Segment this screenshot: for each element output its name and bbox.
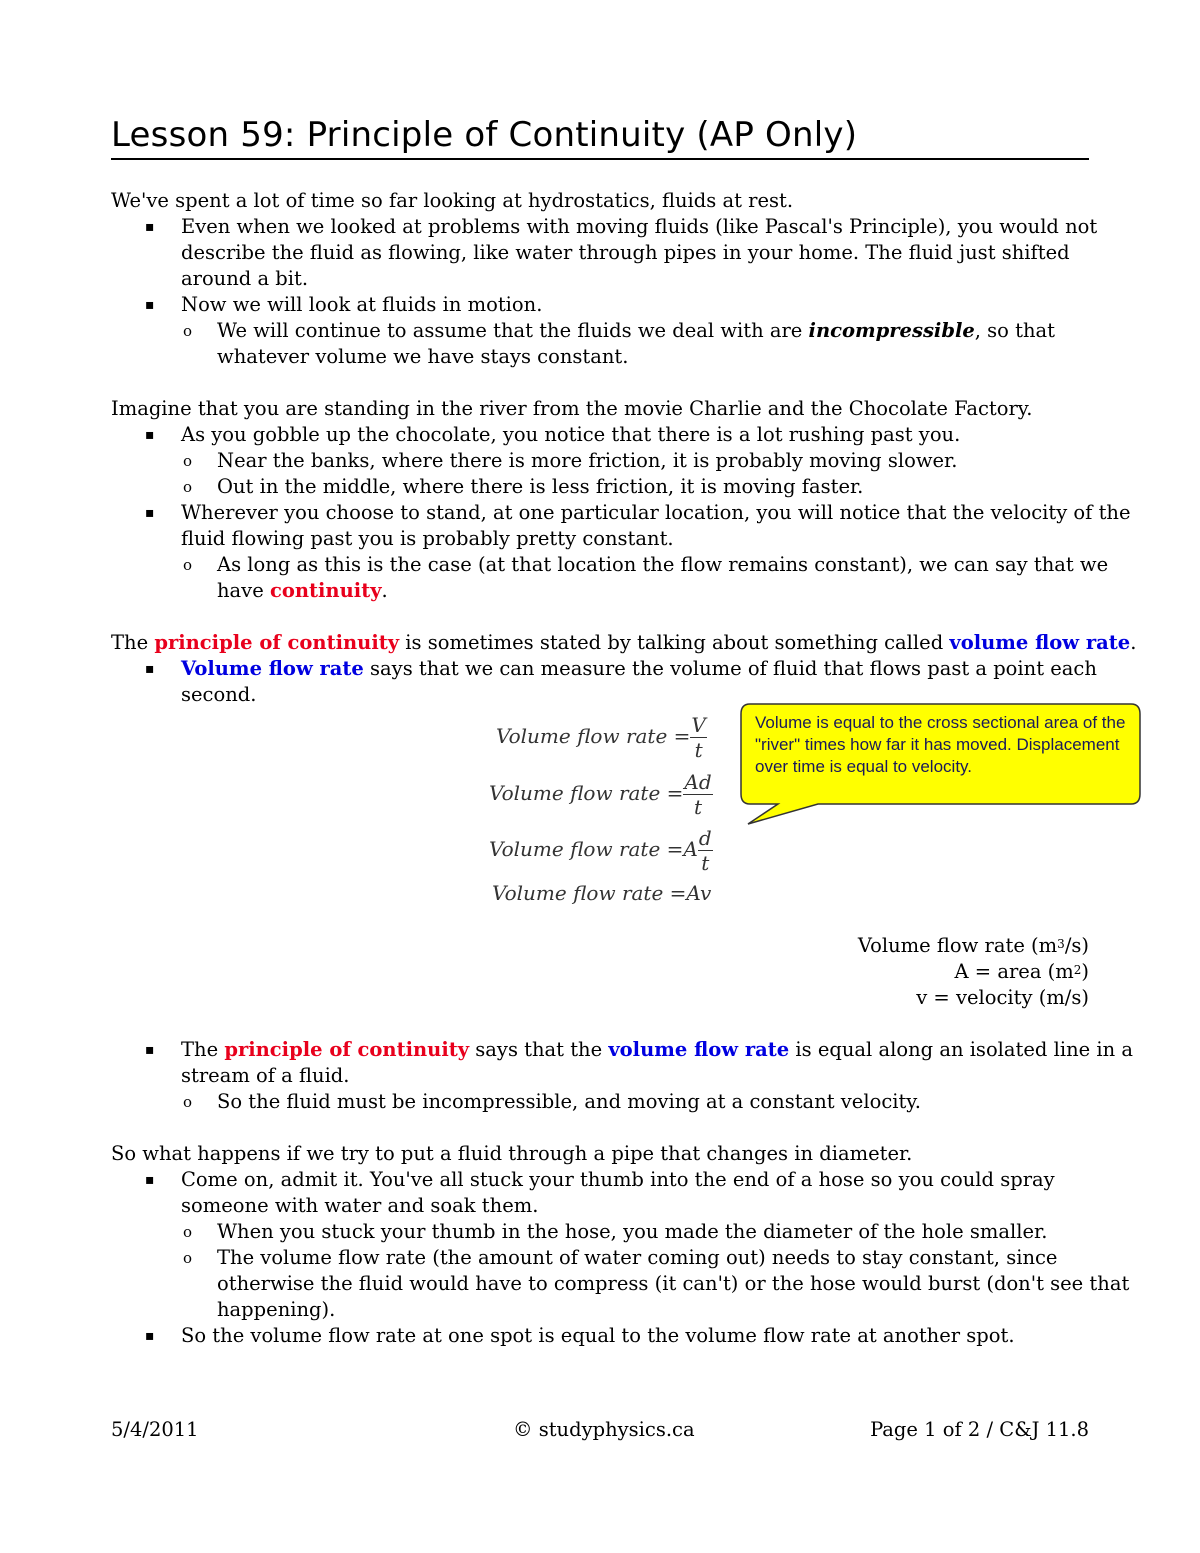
key-term-principle-of-continuity: principle of continuity — [224, 1038, 470, 1061]
key-term-volume-flow-rate: volume flow rate — [608, 1038, 790, 1061]
unit-volume-flow-rate: Volume flow rate $(m^3/s)$ — [857, 934, 1089, 957]
bullet-continuation: stream of a fluid. — [181, 1064, 350, 1087]
equation-2: Volume flow rate = $\frac{Ad}{t}$ — [489, 770, 712, 819]
callout-text: Volume is equal to the cross sectional area of the "river" times how far it has moved. Displacement over time is equal to velocity. — [755, 713, 1126, 776]
paragraph: The principle of continuity is sometimes stated by talking about something called volume flow rate. — [111, 631, 1137, 654]
bullet-item: ▪ Volume flow rate says that we can measure the volume of fluid that flows past a point each — [145, 657, 1097, 680]
sub-bullet-item: o Near the banks, where there is more friction, it is probably moving slower. — [183, 449, 958, 472]
page-title: Lesson 59: Principle of Continuity (AP Only) — [111, 112, 1089, 160]
footer-date: 5/4/2011 — [111, 1418, 199, 1441]
bullet-continuation: describe the fluid as flowing, like water through pipes in your home. The fluid just shifted — [181, 241, 1070, 264]
fraction: $\frac{V}{t}$ — [691, 713, 706, 762]
bullet-continuation: fluid flowing past you is probably pretty constant. — [181, 527, 674, 550]
paragraph: So what happens if we try to put a fluid through a pipe that changes in diameter. — [111, 1142, 913, 1165]
bullet-item: ▪ So the volume flow rate at one spot is equal to the volume flow rate at another spot. — [145, 1324, 1015, 1347]
bullet-continuation: second. — [181, 683, 257, 706]
key-term-principle-of-continuity: principle of continuity — [154, 631, 400, 654]
sub-bullet-continuation: whatever volume we have stays constant. — [217, 345, 629, 368]
sub-bullet-continuation: otherwise the fluid would have to compress (it can't) or the hose would burst (don't see that — [217, 1272, 1130, 1295]
sub-bullet-item: o The volume flow rate (the amount of water coming out) needs to stay constant, since — [183, 1246, 1058, 1269]
paragraph: We've spent a lot of time so far looking at hydrostatics, fluids at rest. — [111, 189, 794, 212]
sub-bullet-item: o When you stuck your thumb in the hose, you made the diameter of the hole smaller. — [183, 1220, 1048, 1243]
section-volume-flow-rate — [111, 630, 1137, 708]
equation-4: Volume flow rate =Av — [492, 881, 712, 905]
sub-bullet-continuation: have continuity. — [217, 579, 388, 602]
equation-1: Volume flow rate = $\frac{V}{t}$ — [496, 713, 706, 762]
bullet-item: ▪ As you gobble up the chocolate, you notice that there is a lot rushing past you. — [145, 423, 961, 446]
bullet-item: ▪ Come on, admit it. You've all stuck your thumb into the end of a hose so you could spray — [145, 1168, 1055, 1191]
fraction: $\frac{Ad}{t}$ — [684, 770, 712, 819]
units-legend — [858, 933, 1089, 1011]
unit-velocity: v = velocity (m/s) — [916, 986, 1089, 1009]
sub-bullet-continuation: happening). — [217, 1298, 336, 1321]
footer-page-number: Page 1 of 2 / C&J 11.8 — [870, 1418, 1089, 1441]
equation-3: Volume flow rate =A $\frac{d}{t}$ — [489, 826, 712, 875]
key-term-continuity: continuity — [269, 579, 382, 602]
bullet-continuation: someone with water and soak them. — [181, 1194, 539, 1217]
sub-bullet-item: o We will continue to assume that the fluids we deal with are incompressible, so that — [183, 319, 1055, 342]
section-hydrostatics — [111, 188, 1098, 370]
bullet-item: ▪ Wherever you choose to stand, at one particular location, you will notice that the velocity of the — [145, 501, 1131, 524]
paragraph: Imagine that you are standing in the river from the movie Charlie and the Chocolate Factory. — [111, 397, 1033, 420]
bullet-item: ▪ Even when we looked at problems with moving fluids (like Pascal's Principle), you would not — [145, 215, 1098, 238]
bullet-item: ▪ Now we will look at fluids in motion. — [145, 293, 543, 316]
sub-bullet-item: o As long as this is the case (at that location the flow remains constant), we can say that we — [183, 553, 1109, 576]
key-term-volume-flow-rate: Volume flow rate — [181, 657, 364, 680]
fraction: $\frac{d}{t}$ — [698, 826, 712, 875]
bullet-item: ▪ The principle of continuity says that the volume flow rate is equal along an isolated line in a — [145, 1038, 1133, 1061]
footer-copyright: © studyphysics.ca — [513, 1418, 695, 1441]
section-chocolate-river — [111, 396, 1131, 604]
section-principle-statement — [111, 1037, 1133, 1115]
emphasis-term: incompressible — [808, 319, 975, 342]
key-term-volume-flow-rate: volume flow rate — [949, 631, 1131, 654]
sub-bullet-item: o Out in the middle, where there is less friction, it is moving faster. — [183, 475, 864, 498]
bullet-continuation: around a bit. — [181, 267, 309, 290]
section-pipe-diameter — [111, 1141, 1130, 1349]
sub-bullet-item: o So the fluid must be incompressible, and moving at a constant velocity. — [183, 1090, 921, 1113]
unit-area: A = area $(m^2)$ — [954, 960, 1089, 983]
